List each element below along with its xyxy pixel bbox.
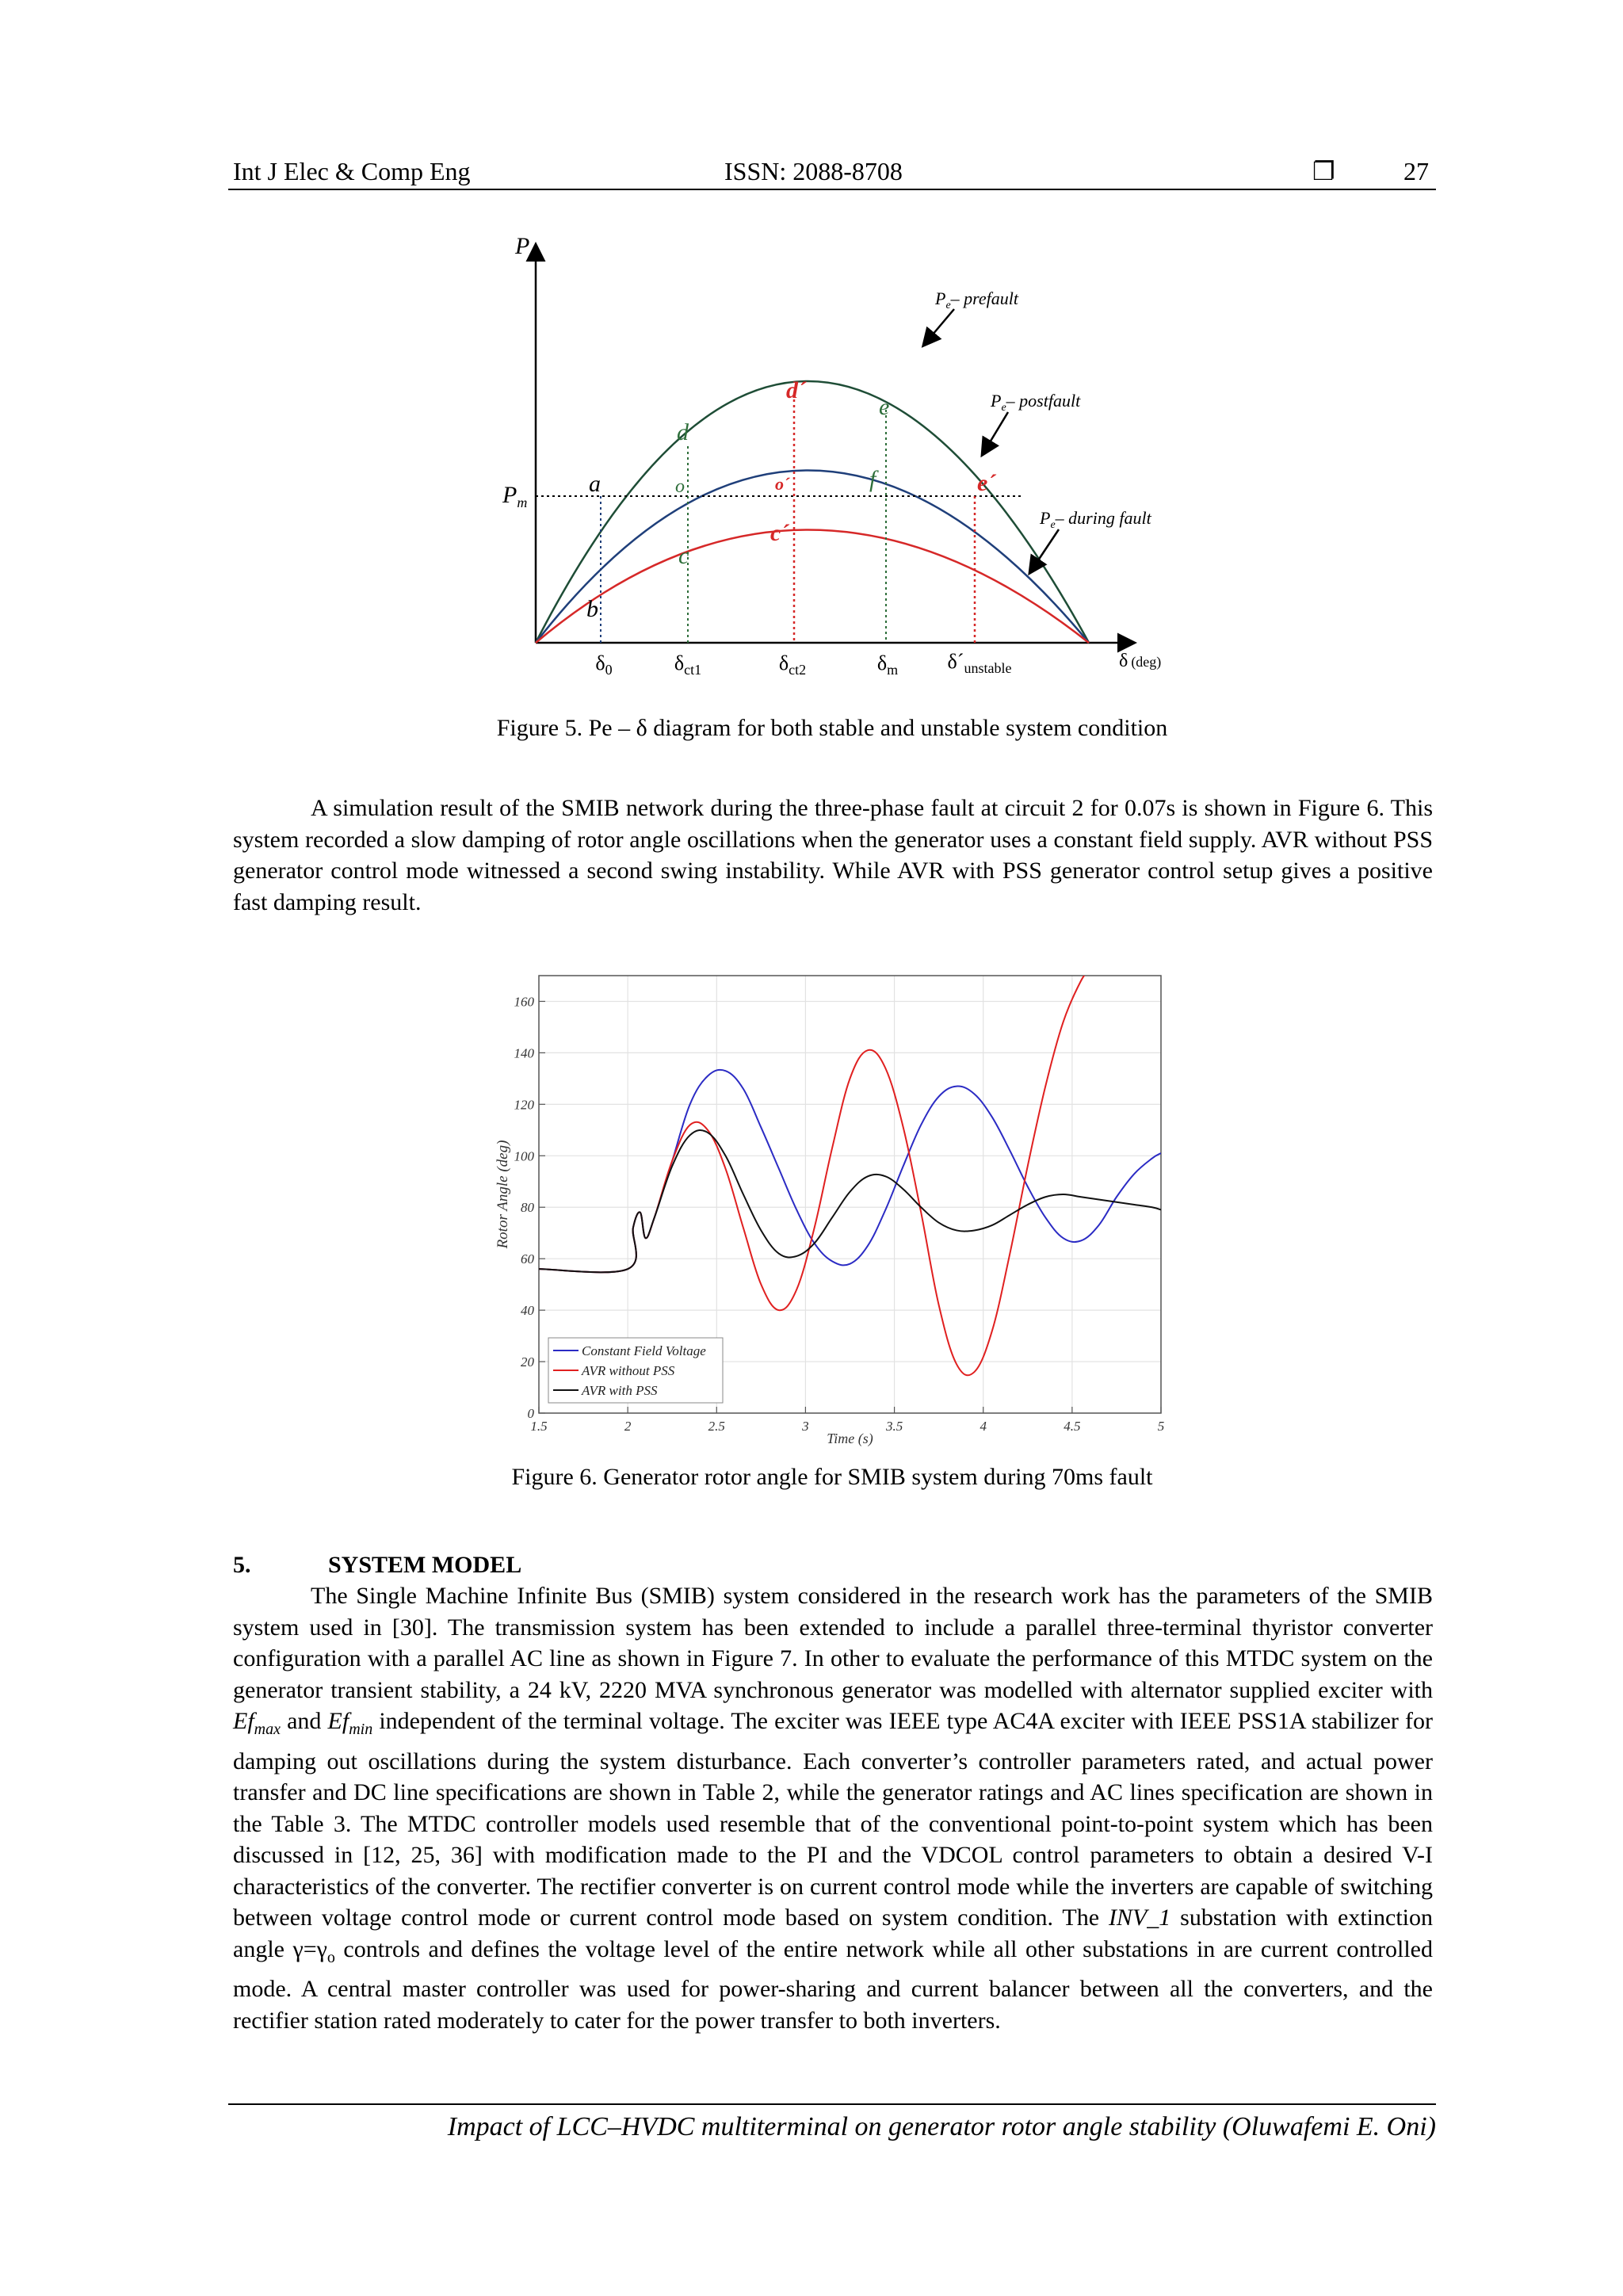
legend-label: Constant Field Voltage [582, 1343, 706, 1358]
x-tick-label: 3 [802, 1419, 809, 1434]
label-prefault: $P_e-$ prefault [935, 288, 1019, 311]
header-rule [228, 189, 1436, 190]
legend-label: AVR with PSS [582, 1383, 658, 1398]
running-header-journal: Int J Elec & Comp Eng [233, 157, 471, 185]
y-tick-label: 80 [521, 1200, 534, 1216]
page-number: 27 [1403, 157, 1429, 185]
y-tick-label: 140 [514, 1045, 534, 1061]
y-tick-label: 0 [527, 1406, 534, 1421]
y-tick-label: 20 [521, 1354, 534, 1370]
series-line-0 [539, 1070, 1161, 1273]
point-c: c [678, 543, 689, 569]
section-heading [233, 1549, 521, 1581]
tick-delta-ct2: $\delta_{ct2}$ [778, 651, 807, 678]
point-f: f [869, 466, 876, 492]
point-o: o [675, 476, 685, 497]
x-axis-label: δ (deg) [1119, 651, 1162, 671]
point-d: d [677, 419, 689, 445]
prefault-curve [536, 381, 1089, 643]
during-fault-curve [536, 530, 1089, 644]
paragraph-system-model: The Single Machine Infinite Bus (SMIB) system considered in the research work has the parameters of the SMIB system used in [30]. The transmission system has been extended to include a parallel three-terminal thyristor converter configuration with a parallel AC line as shown in Figure 7. In other to evaluate the performance of this MTDC system on the generator transient stability, a 24 kV, 2220 MVA synchronous generator was modelled with alternator supplied exciter with $Ef_{max}$ and $Ef_{min}$ independent of the terminal voltage. The exciter was IEEE type AC4A exciter with IEEE PSS1A stabilizer for damping out oscillations during the system disturbance. Each converter’s controller parameters rated, and actual power transfer and DC line specifications are shown in Table 2, while the generator ratings and AC lines specification are shown in the Table 3. The MTDC controller models used resemble that of the conventional point-to-point system which has been discussed in [12, 25, 36] with modification made to the PI and the VDCOL control parameters to obtain a desired V-I characteristics of the converter. The rectifier converter is on current control mode while the inverters are capable of switching between voltage control mode or current control mode based on system condition. The INV_1 substation with extinction angle $\gamma=\gamma_o$ controls and defines the voltage level of the entire network while all other substations in are current controlled mode. A central master controller was used for power-sharing and current balancer between all the converters, and the rectifier station rated moderately to cater for the power transfer to both inverters. [233, 1583, 1433, 2034]
legend-label: AVR without PSS [582, 1363, 675, 1378]
y-axis-title: Rotor Angle (deg) [495, 1140, 511, 1249]
postfault-curve [536, 471, 1089, 644]
y-tick-label: 120 [514, 1097, 534, 1113]
label-during-fault: $P_e-$ during fault [1040, 508, 1151, 531]
section-title: SYSTEM MODEL [328, 1552, 522, 1578]
running-header-issn: ISSN: 2088-8708 [724, 157, 903, 185]
y-tick-label: 60 [521, 1251, 534, 1267]
x-tick-label: 5 [1157, 1419, 1165, 1434]
square-box-icon: ❐ [1312, 157, 1335, 185]
x-axis-title: Time (s) [827, 1431, 873, 1446]
point-b: b [586, 596, 598, 622]
x-tick-label: 1.5 [530, 1419, 548, 1434]
postfault-arrow [983, 412, 1008, 454]
y-axis-label: P [515, 233, 530, 259]
figure-5-caption: Figure 5. Pe – δ diagram for both stable and unstable system condition [496, 715, 1168, 741]
prefault-arrow [924, 309, 954, 345]
tick-delta-unstable: $\delta´_{unstable}$ [947, 650, 1012, 676]
footer-rule [228, 2103, 1436, 2105]
point-e: e [879, 394, 890, 420]
series-line-1 [539, 971, 1090, 1375]
x-tick-label: 2.5 [708, 1419, 725, 1434]
y-tick-label: 160 [514, 994, 534, 1010]
y-tick-label: 100 [514, 1148, 534, 1164]
x-tick-label: 4.5 [1064, 1419, 1081, 1434]
tick-delta-ct1: $\delta_{ct1}$ [674, 651, 702, 678]
point-d-prime: d´ [786, 377, 806, 403]
point-o-prime: o´ [775, 474, 790, 494]
tick-delta-0: $\delta_0$ [595, 651, 613, 678]
running-footer: Impact of LCC–HVDC multiterminal on generator rotor angle stability (Oluwafemi E. Oni) [447, 2112, 1436, 2141]
point-c-prime: c´ [770, 520, 789, 546]
x-tick-label: 3.5 [885, 1419, 903, 1434]
x-tick-label: 2 [624, 1419, 632, 1434]
tick-delta-m: $\delta_m$ [876, 651, 899, 678]
x-tick-label: 4 [980, 1419, 987, 1434]
paragraph-simulation-result: A simulation result of the SMIB network during the three-phase fault at circuit 2 for 0.07s is shown in Figure 6. This system recorded a slow damping of rotor angle oscillations when the generator uses a constant field supply. AVR without PSS generator control mode witnessed a second swing instability. While AVR with PSS generator control setup gives a positive fast damping result. [233, 795, 1433, 915]
figure-6-caption: Figure 6. Generator rotor angle for SMIB system during 70ms fault [511, 1464, 1153, 1490]
figure-6-rotor-angle-chart [491, 971, 1173, 1446]
point-e-prime: e´ [977, 470, 996, 496]
pm-label: $P_m$ [502, 482, 528, 510]
figure-5-pe-delta-diagram [475, 222, 1189, 697]
section-number: 5. [233, 1552, 251, 1578]
y-tick-label: 40 [521, 1303, 534, 1319]
label-postfault: $P_e-$ postfault [991, 391, 1081, 414]
point-a: a [589, 471, 601, 497]
series-line-2 [539, 1130, 1161, 1272]
